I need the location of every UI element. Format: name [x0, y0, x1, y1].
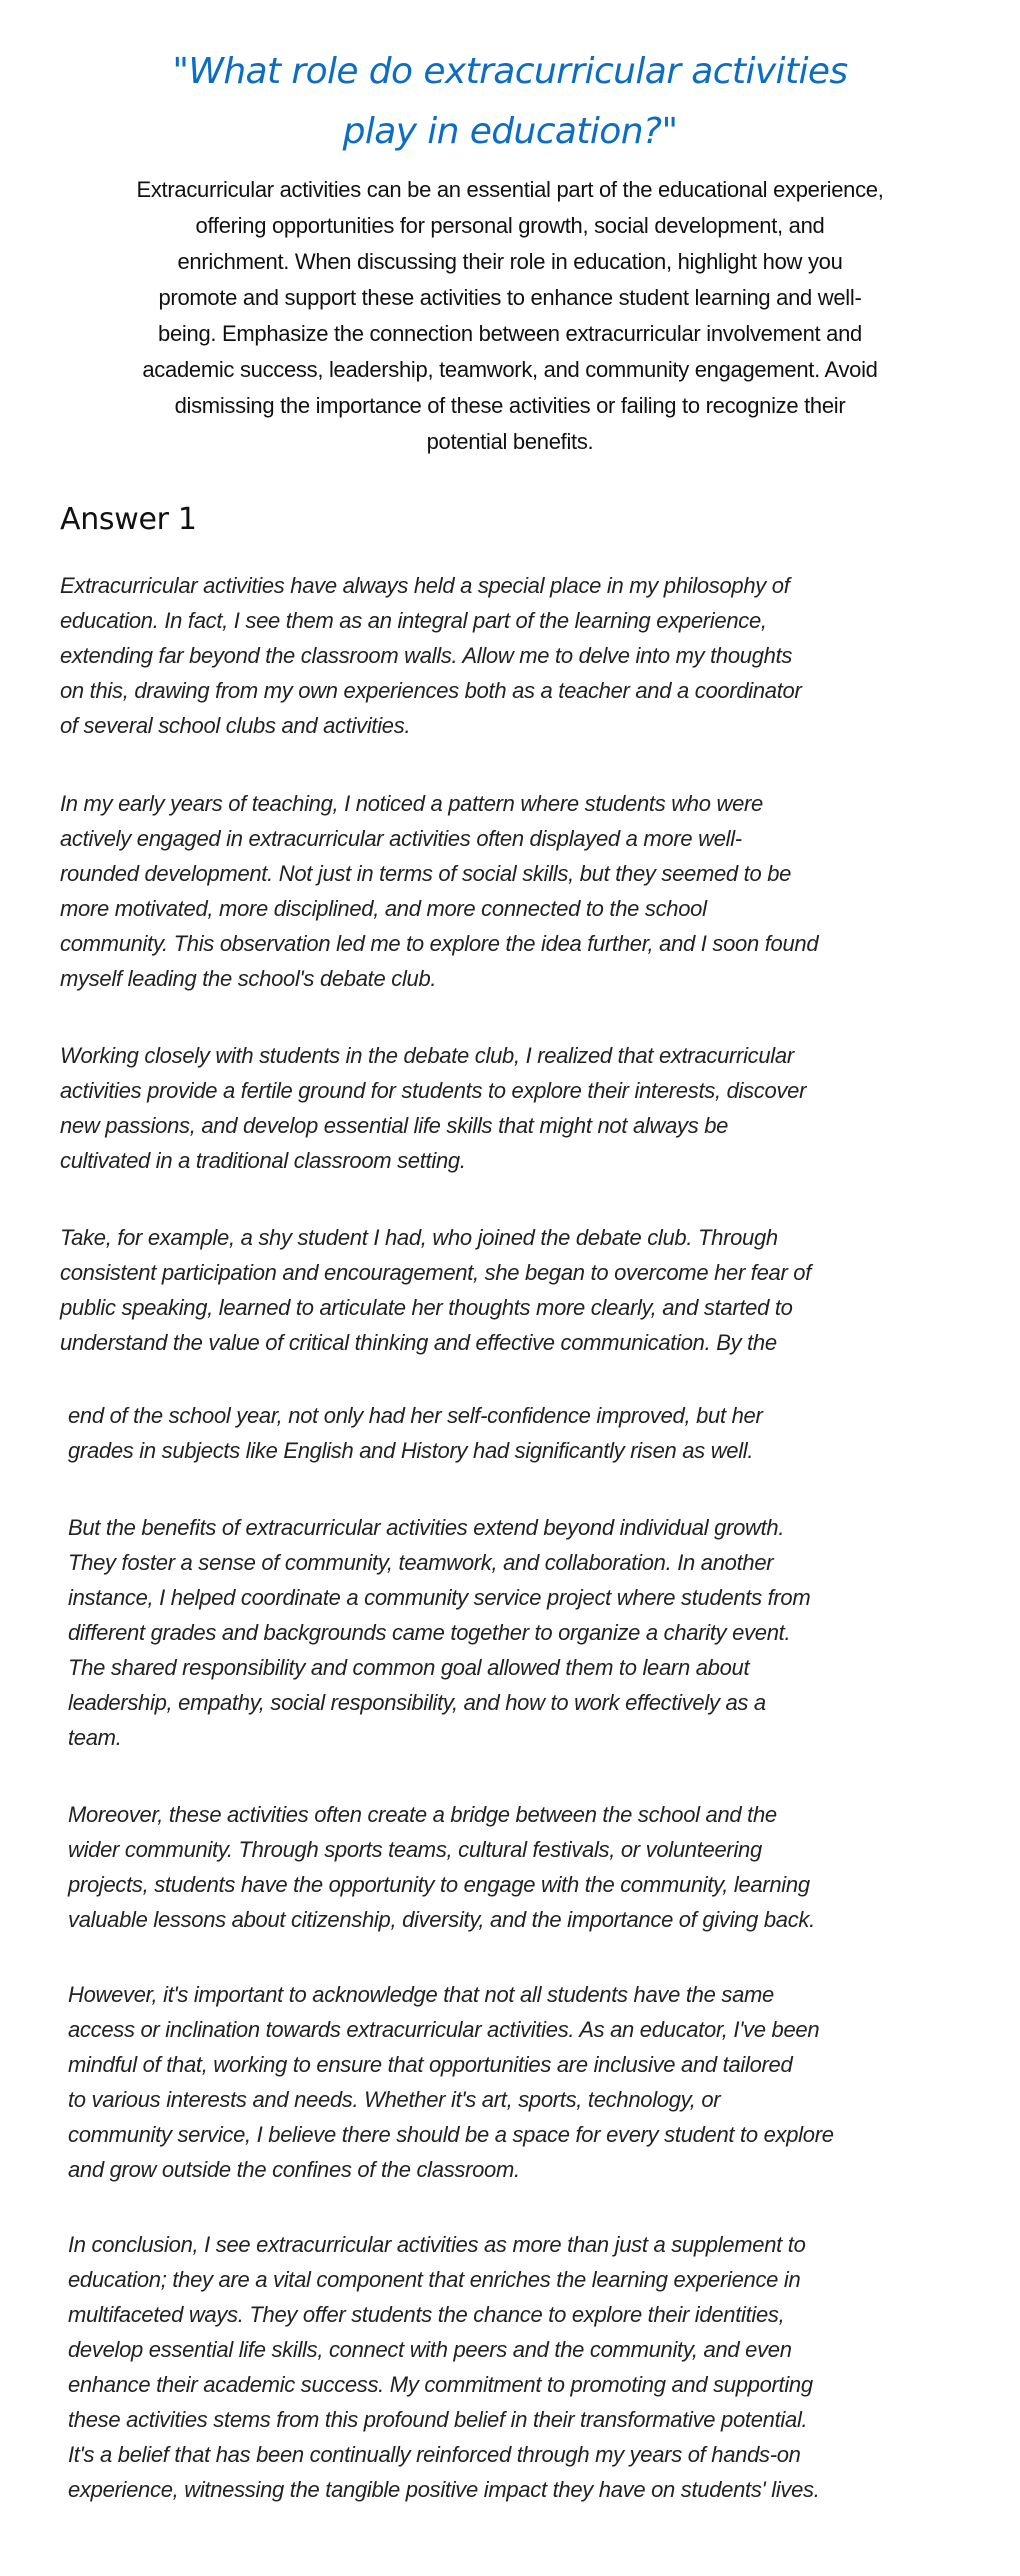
answer-paragraph-intro [60, 568, 802, 743]
prompt-line: dismissing the importance of these activities or failing to recognize their [174, 393, 846, 418]
paragraph-line: to various interests and needs. Whether it's art, sports, technology, or [68, 2087, 721, 2112]
paragraph-line: access or inclination towards extracurricular activities. As an educator, I've been [68, 2017, 820, 2042]
question-title-line: play in education?" [342, 111, 678, 153]
answer-paragraph-bridge [68, 1797, 815, 1937]
paragraph-line: Extracurricular activities have always held a special place in my philosophy of [60, 573, 790, 598]
paragraph-line: of several school clubs and activities. [60, 713, 411, 738]
paragraph-line: on this, drawing from my own experiences both as a teacher and a coordinator [60, 678, 802, 703]
answer-heading: Answer 1 [60, 502, 197, 537]
paragraph-line: However, it's important to acknowledge that not all students have the same [68, 1982, 774, 2007]
paragraph-line: cultivated in a traditional classroom setting. [60, 1148, 466, 1173]
prompt-line: enrichment. When discussing their role in education, highlight how you [177, 249, 843, 274]
paragraph-line: actively engaged in extracurricular activities often displayed a more well- [60, 826, 742, 851]
answer-paragraph-shy-student-continued [68, 1398, 762, 1468]
paragraph-line: education. In fact, I see them as an integral part of the learning experience, [60, 608, 767, 633]
paragraph-line: In conclusion, I see extracurricular activities as more than just a supplement to [68, 2232, 806, 2257]
question-title [0, 42, 1020, 162]
paragraph-line: public speaking, learned to articulate her thoughts more clearly, and started to [60, 1295, 793, 1320]
paragraph-line: consistent participation and encouragement, she began to overcome her fear of [60, 1260, 812, 1285]
prompt-line: potential benefits. [426, 429, 594, 454]
answer-paragraph-inclusion [68, 1977, 834, 2187]
paragraph-line: enhance their academic success. My commitment to promoting and supporting [68, 2372, 813, 2397]
paragraph-line: experience, witnessing the tangible positive impact they have on students' lives. [68, 2477, 820, 2502]
question-title-line: "What role do extracurricular activities [172, 51, 848, 93]
paragraph-line: these activities stems from this profound belief in their transformative potential. [68, 2407, 808, 2432]
paragraph-line: education; they are a vital component that enriches the learning experience in [68, 2267, 801, 2292]
paragraph-line: valuable lessons about citizenship, diversity, and the importance of giving back. [68, 1907, 815, 1932]
paragraph-line: new passions, and develop essential life skills that might not always be [60, 1113, 729, 1138]
paragraph-line: wider community. Through sports teams, cultural festivals, or volunteering [68, 1837, 762, 1862]
paragraph-line: more motivated, more disciplined, and more connected to the school [60, 896, 707, 921]
prompt-line: offering opportunities for personal growth, social development, and [195, 213, 825, 238]
paragraph-line: and grow outside the confines of the classroom. [68, 2157, 520, 2182]
paragraph-line: But the benefits of extracurricular activities extend beyond individual growth. [68, 1515, 785, 1540]
paragraph-line: end of the school year, not only had her self-confidence improved, but her [68, 1403, 763, 1428]
paragraph-line: They foster a sense of community, teamwork, and collaboration. In another [68, 1550, 774, 1575]
paragraph-line: rounded development. Not just in terms of social skills, but they seemed to be [60, 861, 792, 886]
paragraph-line: In my early years of teaching, I noticed a pattern where students who were [60, 791, 763, 816]
paragraph-line: instance, I helped coordinate a community service project where students from [68, 1585, 811, 1610]
paragraph-line: Working closely with students in the debate club, I realized that extracurricular [60, 1043, 794, 1068]
paragraph-line: understand the value of critical thinking and effective communication. By the [60, 1330, 777, 1355]
prompt-line: promote and support these activities to enhance student learning and well- [158, 285, 862, 310]
paragraph-line: community. This observation led me to explore the idea further, and I soon found [60, 931, 819, 956]
paragraph-line: activities provide a fertile ground for students to explore their interests, discover [60, 1078, 807, 1103]
paragraph-line: develop essential life skills, connect with peers and the community, and even [68, 2337, 792, 2362]
paragraph-line: team. [68, 1725, 122, 1750]
answer-paragraph-early-years [60, 786, 818, 996]
question-prompt [50, 172, 970, 460]
answer-paragraph-debate-club [60, 1038, 806, 1178]
paragraph-line: different grades and backgrounds came together to organize a charity event. [68, 1620, 791, 1645]
paragraph-line: myself leading the school's debate club. [60, 966, 437, 991]
prompt-line: being. Emphasize the connection between extracurricular involvement and [158, 321, 862, 346]
paragraph-line: grades in subjects like English and History had significantly risen as well. [68, 1438, 754, 1463]
answer-paragraph-conclusion [68, 2227, 820, 2507]
paragraph-line: Moreover, these activities often create a bridge between the school and the [68, 1802, 777, 1827]
paragraph-line: projects, students have the opportunity to engage with the community, learning [68, 1872, 810, 1897]
paragraph-line: Take, for example, a shy student I had, who joined the debate club. Through [60, 1225, 778, 1250]
prompt-line: academic success, leadership, teamwork, and community engagement. Avoid [142, 357, 878, 382]
paragraph-line: multifaceted ways. They offer students the chance to explore their identities, [68, 2302, 785, 2327]
paragraph-line: leadership, empathy, social responsibility, and how to work effectively as a [68, 1690, 766, 1715]
paragraph-line: The shared responsibility and common goal allowed them to learn about [68, 1655, 750, 1680]
paragraph-line: extending far beyond the classroom walls. Allow me to delve into my thoughts [60, 643, 793, 668]
answer-paragraph-community [68, 1510, 810, 1755]
answer-paragraph-shy-student [60, 1220, 811, 1360]
prompt-line: Extracurricular activities can be an essential part of the educational experience, [136, 177, 884, 202]
paragraph-line: community service, I believe there should be a space for every student to explore [68, 2122, 834, 2147]
paragraph-line: It's a belief that has been continually reinforced through my years of hands-on [68, 2442, 801, 2467]
paragraph-line: mindful of that, working to ensure that opportunities are inclusive and tailored [68, 2052, 793, 2077]
